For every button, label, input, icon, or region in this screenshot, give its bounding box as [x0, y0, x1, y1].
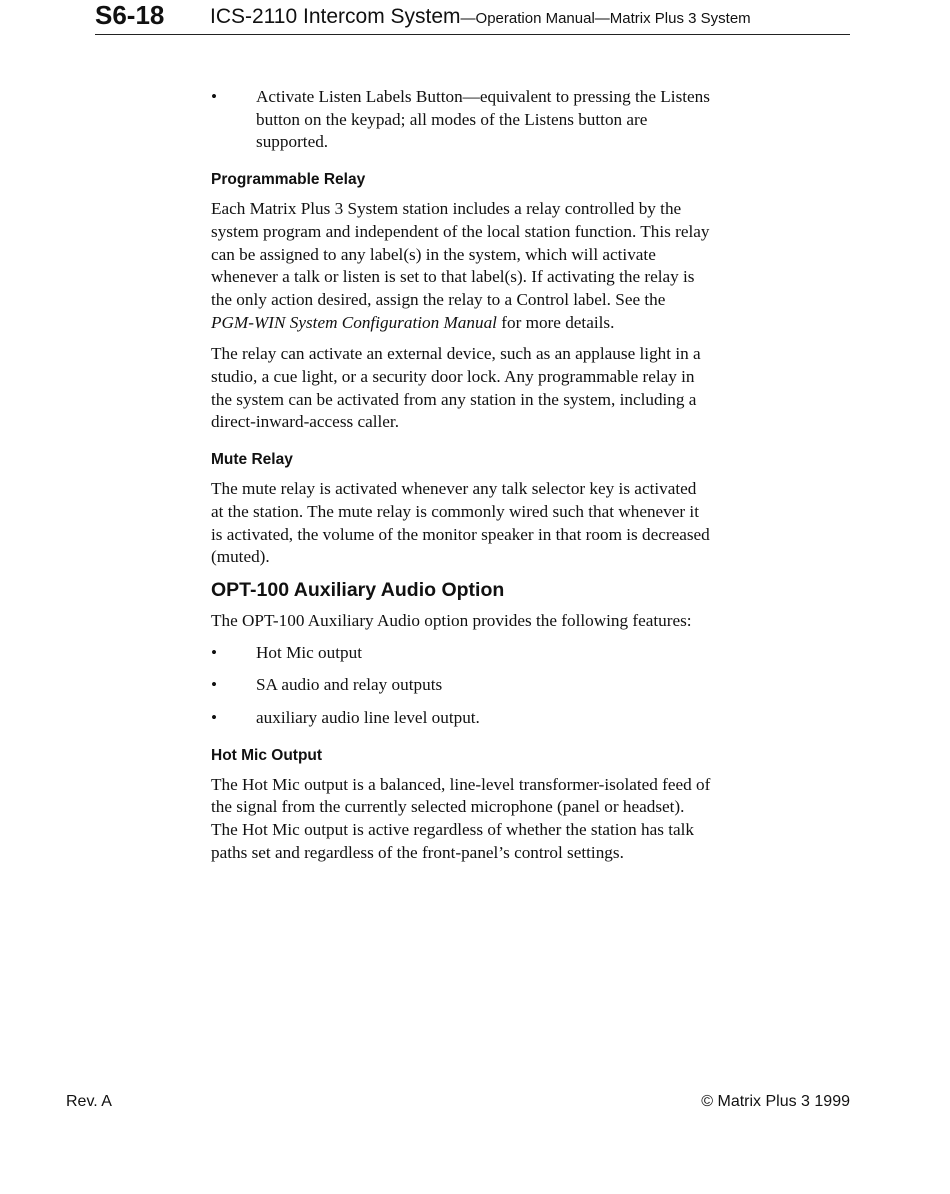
- footer-revision: Rev. A: [66, 1093, 112, 1110]
- bullet-text: Activate Listen Labels Button—equivalent to pressing the Listens button on the keypad; all modes of the Listens button are supported.: [256, 87, 710, 152]
- paragraph-text: for more details.: [496, 312, 615, 332]
- paragraph: The mute relay is activated whenever any talk selector key is activated at the station. The mute relay is commonly wired such that whenever it is activated, the volume of the monitor speaker in that room is decreased (muted).: [211, 479, 710, 567]
- section-heading-mute-relay: Mute Relay: [211, 451, 293, 469]
- footer-copyright: © Matrix Plus 3 1999: [701, 1093, 850, 1110]
- paragraph: [211, 198, 711, 334]
- paragraph: The OPT-100 Auxiliary Audio option provides the following features:: [211, 610, 692, 630]
- page-number: S6-18: [95, 0, 165, 30]
- page-content: [211, 86, 711, 874]
- bullet-item: [211, 86, 711, 154]
- bullet-text: auxiliary audio line level output.: [256, 708, 480, 728]
- bullet-marker: •: [211, 642, 218, 662]
- page-header: [95, 0, 850, 35]
- bullet-text: Hot Mic output: [256, 642, 362, 662]
- paragraph: The relay can activate an external device, such as an applause light in a studio, a cue light, or a security door lock. Any programmable relay in the system can be activated from any station in the system, including a direct-inward-access caller.: [211, 344, 701, 432]
- section-heading-opt100: OPT-100 Auxiliary Audio Option: [211, 578, 505, 601]
- manual-reference: PGM-WIN System Configuration Manual: [211, 312, 497, 332]
- header-title: [210, 4, 751, 32]
- bullet-marker: •: [211, 708, 218, 728]
- section-heading-programmable-relay: Programmable Relay: [211, 171, 366, 189]
- bullet-item: [211, 674, 711, 697]
- header-title-main: ICS-2110 Intercom System: [210, 5, 461, 28]
- bullet-text: SA audio and relay outputs: [256, 675, 443, 695]
- bullet-item: [211, 642, 711, 665]
- bullet-marker: •: [211, 675, 218, 695]
- paragraph-text: Each Matrix Plus 3 System station includes a relay controlled by the system program and independent of the local station function. This relay can be assigned to any label(s) in the system, which will activate whenever a talk or listen is set to that label(s). If activating the relay is the only action desired, assign the relay to a Control label. See the: [211, 199, 710, 309]
- section-heading-hot-mic: Hot Mic Output: [211, 746, 323, 764]
- header-subtitle: —Operation Manual—Matrix Plus 3 System: [460, 10, 751, 27]
- paragraph: The Hot Mic output is a balanced, line-level transformer-isolated feed of the signal from the currently selected microphone (panel or headset). The Hot Mic output is active regardless of whether the station has talk paths set and regardless of the front-panel’s control settings.: [211, 774, 711, 862]
- bullet-item: [211, 707, 711, 730]
- bullet-marker: •: [211, 87, 218, 106]
